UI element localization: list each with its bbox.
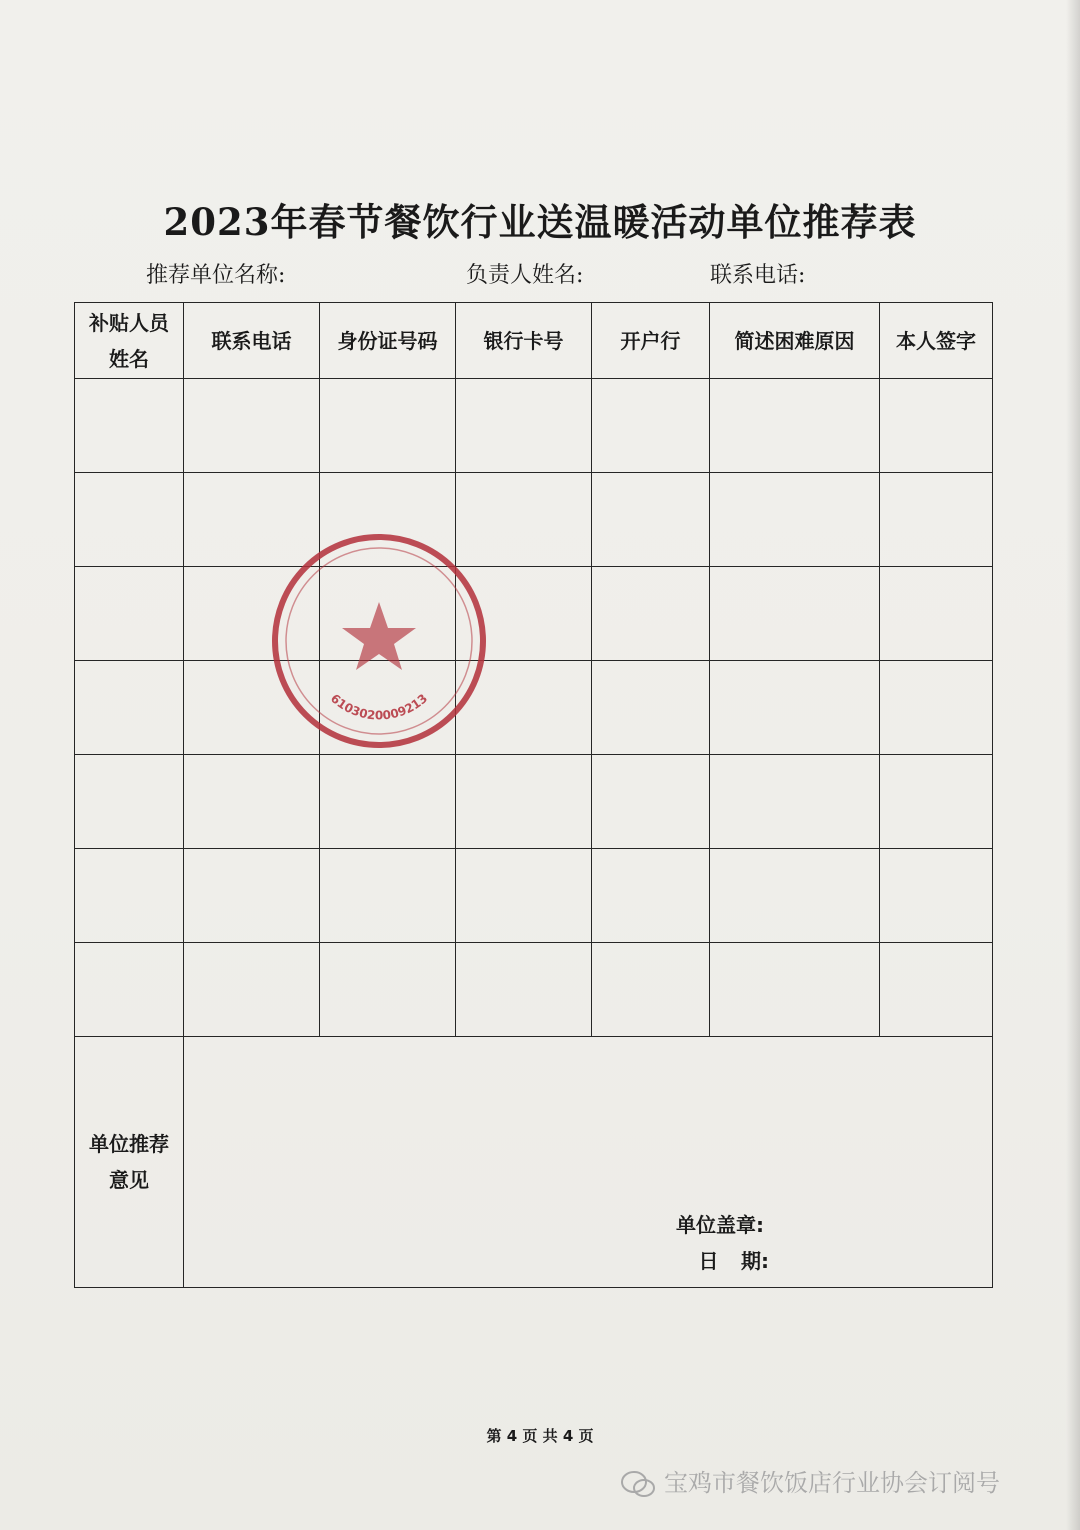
table-cell[interactable] <box>75 379 184 473</box>
table-cell[interactable] <box>880 755 993 849</box>
table-cell[interactable] <box>592 849 710 943</box>
table-cell[interactable] <box>592 473 710 567</box>
table-cell[interactable] <box>592 755 710 849</box>
table-cell[interactable] <box>320 943 456 1037</box>
table-row <box>75 379 993 473</box>
recommendation-table <box>74 302 993 1288</box>
table-cell[interactable] <box>710 755 880 849</box>
table-cell[interactable] <box>75 755 184 849</box>
table-cell[interactable] <box>880 379 993 473</box>
table-cell[interactable] <box>75 567 184 661</box>
remark-row <box>75 1037 993 1288</box>
table-cell[interactable] <box>456 849 592 943</box>
table-cell[interactable] <box>710 943 880 1037</box>
table-row <box>75 567 993 661</box>
person-name-label: 负责人姓名: <box>466 263 584 288</box>
table-cell[interactable] <box>592 379 710 473</box>
table-cell[interactable] <box>320 755 456 849</box>
table-row <box>75 849 993 943</box>
seal-label: 单位盖章: <box>676 1213 764 1237</box>
table-cell[interactable] <box>184 755 320 849</box>
table-cell[interactable] <box>880 473 993 567</box>
table-cell[interactable] <box>880 849 993 943</box>
table-cell[interactable] <box>184 379 320 473</box>
watermark: 宝鸡市餐饮饭店行业协会订阅号 <box>620 1463 1000 1498</box>
table-row <box>75 755 993 849</box>
contact-phone-label: 联系电话: <box>710 263 806 288</box>
table-row <box>75 661 993 755</box>
table-cell[interactable] <box>880 943 993 1037</box>
remark-label: 单位推荐 意见 <box>75 1037 184 1288</box>
wechat-icon <box>620 1470 656 1498</box>
table-cell[interactable] <box>710 567 880 661</box>
table-cell[interactable] <box>880 567 993 661</box>
table-cell[interactable] <box>710 849 880 943</box>
header-id-number: 身份证号码 <box>320 303 456 379</box>
document-title: 2023年春节餐饮行业送温暖活动单位推荐表 <box>163 200 917 244</box>
seal-star-icon <box>342 602 416 670</box>
table-header-row <box>75 303 993 379</box>
table-cell[interactable] <box>456 943 592 1037</box>
table-cell[interactable] <box>75 943 184 1037</box>
official-seal-stamp <box>268 530 490 752</box>
table-cell[interactable] <box>184 849 320 943</box>
table-cell[interactable] <box>320 379 456 473</box>
date-label: 日 期: <box>698 1249 769 1273</box>
table-cell[interactable] <box>320 849 456 943</box>
header-name: 补贴人员 姓名 <box>75 303 184 379</box>
header-bank: 开户行 <box>592 303 710 379</box>
table-cell[interactable] <box>75 849 184 943</box>
header-signature: 本人签字 <box>880 303 993 379</box>
table-row <box>75 473 993 567</box>
remark-field[interactable] <box>184 1037 993 1288</box>
table-cell[interactable] <box>456 755 592 849</box>
table-row <box>75 943 993 1037</box>
header-reason: 简述困难原因 <box>710 303 880 379</box>
table-body <box>75 379 993 1037</box>
table-cell[interactable] <box>184 943 320 1037</box>
header-bank-card: 银行卡号 <box>456 303 592 379</box>
table-cell[interactable] <box>75 661 184 755</box>
page-number: 第 4 页 共 4 页 <box>486 1427 594 1445</box>
table-cell[interactable] <box>75 473 184 567</box>
table-cell[interactable] <box>880 661 993 755</box>
table-cell[interactable] <box>456 379 592 473</box>
header-phone: 联系电话 <box>184 303 320 379</box>
table-cell[interactable] <box>710 379 880 473</box>
table-cell[interactable] <box>592 661 710 755</box>
seal-number: 6103020009213 <box>327 691 431 723</box>
unit-name-label: 推荐单位名称: <box>146 263 286 288</box>
table-cell[interactable] <box>592 943 710 1037</box>
table-cell[interactable] <box>710 661 880 755</box>
table-cell[interactable] <box>592 567 710 661</box>
table-cell[interactable] <box>710 473 880 567</box>
